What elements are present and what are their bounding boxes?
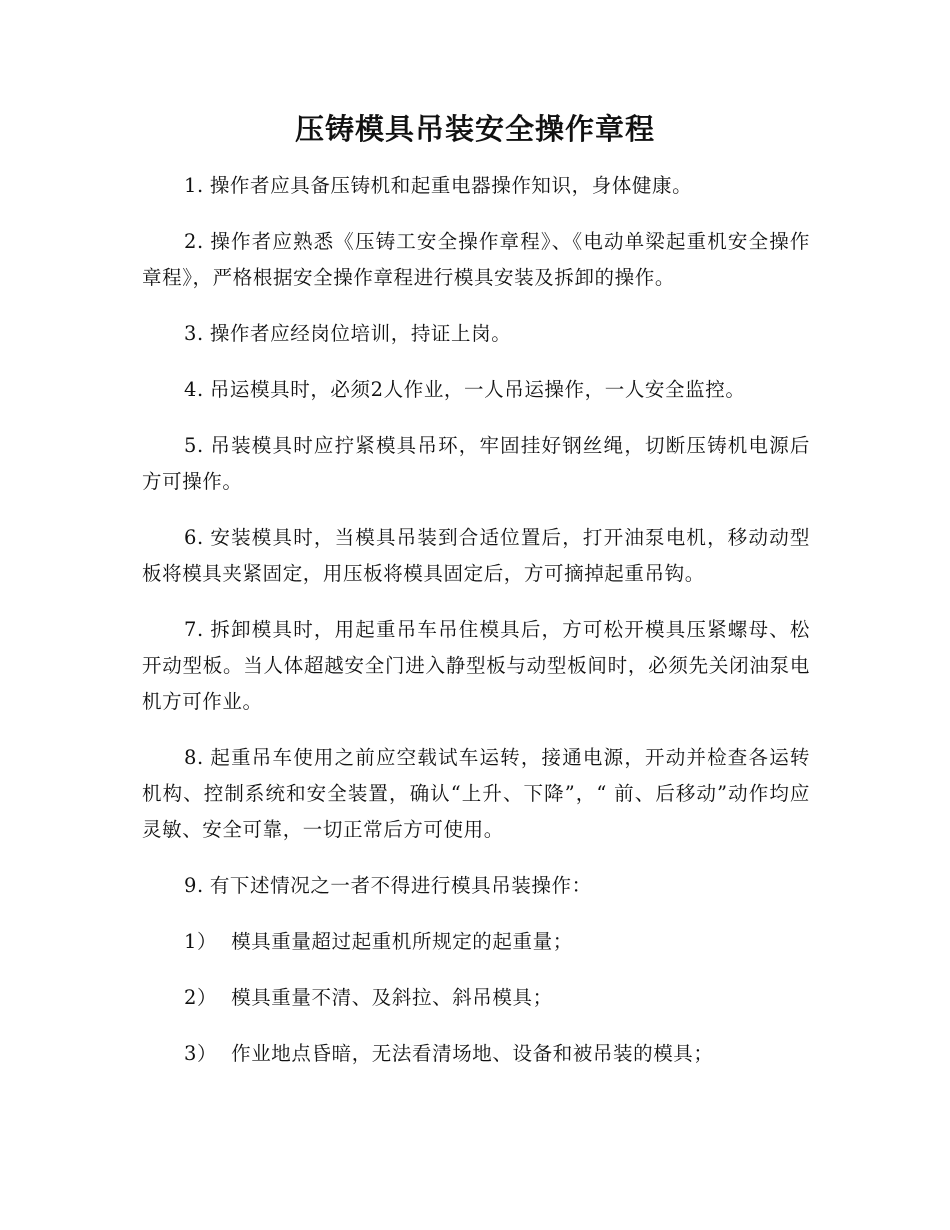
rule-paragraph-2 <box>142 224 810 296</box>
rule-number: 7. <box>184 618 204 641</box>
rule-paragraph-9 <box>142 868 810 904</box>
rule-paragraph-5 <box>142 428 810 500</box>
rule-number: 5. <box>184 434 204 457</box>
rule-text: 操作者应熟悉《压铸工安全操作章程》、《电动单梁起重机安全操作章程》，严格根据安全操作章程进行模具安装及拆卸的操作。 <box>142 230 810 289</box>
sub-item-2 <box>142 980 810 1016</box>
rule-number: 6. <box>184 526 204 549</box>
sub-item-3 <box>142 1036 810 1072</box>
rule-number: 1. <box>184 174 204 197</box>
rule-text: 拆卸模具时，用起重吊车吊住模具后，方可松开模具压紧螺母、松开动型板。当人体超越安全门进入静型板与动型板间时，必须先关闭油泵电机方可作业。 <box>142 618 810 713</box>
rule-paragraph-7 <box>142 612 810 720</box>
rule-number: 3. <box>184 322 204 345</box>
rule-text: 有下述情况之一者不得进行模具吊装操作： <box>209 874 592 897</box>
rule-text: 安装模具时，当模具吊装到合适位置后，打开油泵电机，移动动型板将模具夹紧固定，用压板将模具固定后，方可摘掉起重吊钩。 <box>142 526 810 585</box>
rule-paragraph-6 <box>142 520 810 592</box>
rule-paragraph-8 <box>142 740 810 848</box>
rule-text: 操作者应具备压铸机和起重电器操作知识，身体健康。 <box>209 174 693 197</box>
sub-item-text: 模具重量不清、及斜拉、斜吊模具； <box>231 986 553 1009</box>
sub-item-number: 3） <box>184 1042 218 1065</box>
rule-paragraph-4 <box>142 372 810 408</box>
rule-text: 吊装模具时应拧紧模具吊环，牢固挂好钢丝绳，切断压铸机电源后方可操作。 <box>142 434 810 493</box>
document-body <box>142 168 810 1092</box>
sub-item-1 <box>142 924 810 960</box>
rule-number: 9. <box>184 874 204 897</box>
sub-item-number: 1） <box>184 930 218 953</box>
sub-item-text: 作业地点昏暗，无法看清场地、设备和被吊装的模具； <box>231 1042 714 1065</box>
rule-paragraph-1 <box>142 168 810 204</box>
sub-item-number: 2） <box>184 986 218 1009</box>
rule-text: 操作者应经岗位培训，持证上岗。 <box>209 322 512 345</box>
sub-item-text: 模具重量超过起重机所规定的起重量； <box>231 930 573 953</box>
rule-paragraph-3 <box>142 316 810 352</box>
rule-text: 起重吊车使用之前应空载试车运转，接通电源，开动并检查各运转机构、控制系统和安全装置，确认“上升、下降”，“ 前、后移动”动作均应灵敏、安全可靠，一切正常后方可使用。 <box>142 746 810 841</box>
document-title: 压铸模具吊装安全操作章程 <box>294 112 655 146</box>
rule-number: 4. <box>184 378 204 401</box>
rule-text: 吊运模具时，必须2人作业，一人吊运操作，一人安全监控。 <box>209 378 746 401</box>
rule-number: 2. <box>184 230 204 253</box>
rule-number: 8. <box>184 746 204 769</box>
